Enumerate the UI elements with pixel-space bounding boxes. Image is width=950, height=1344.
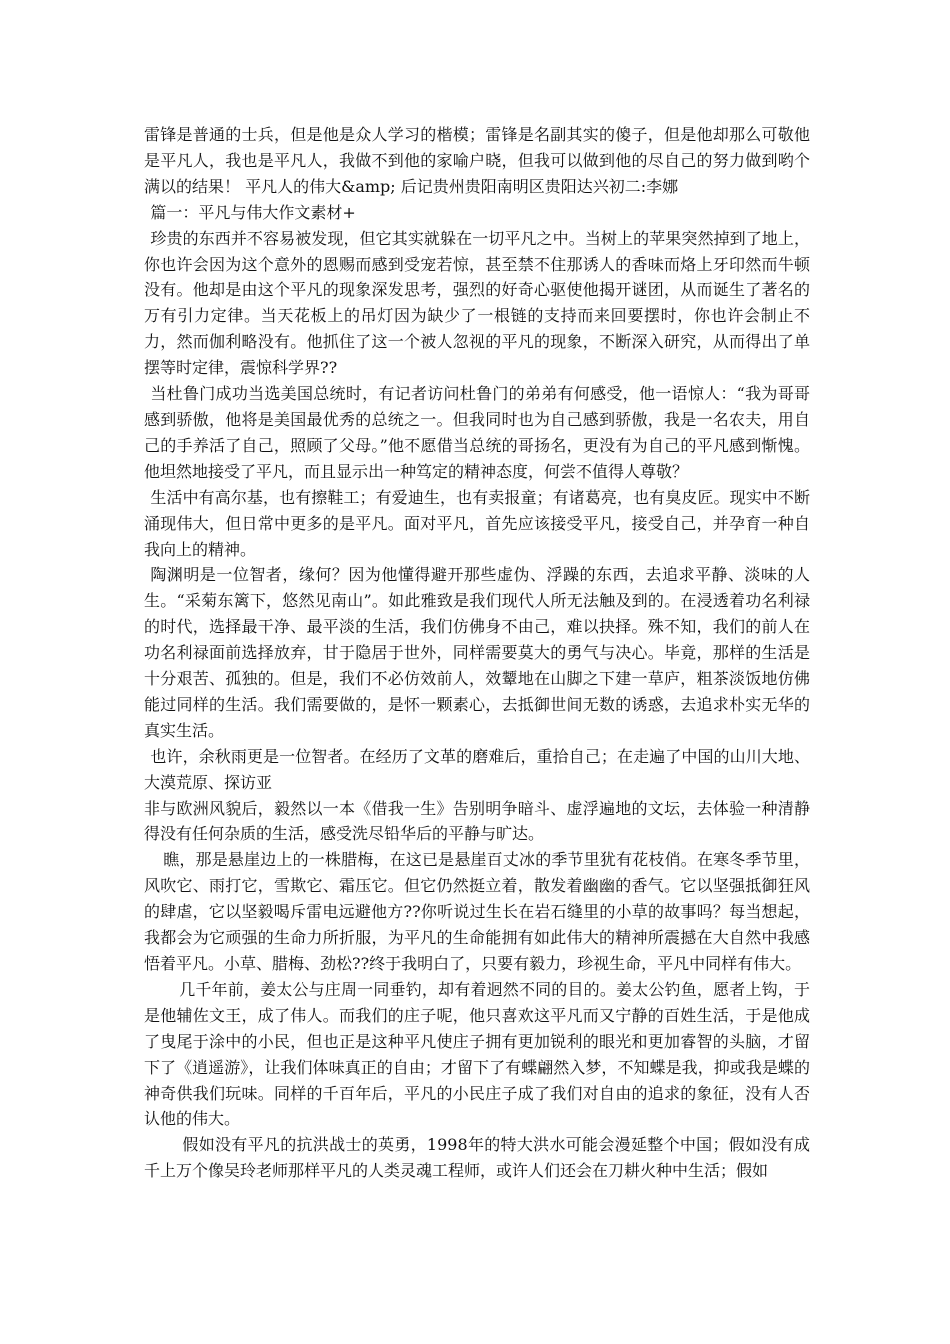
paragraph-truman: 当杜鲁门成功当选美国总统时，有记者访问杜鲁门的弟弟有何感受，他一语惊人：“我为哥哥感到骄傲，他将是美国最优秀的总统之一。但我同时也为自己感到骄傲，我是一名农夫，用自己的手养活了自己，照顾了父母。”他不愿借当总统的哥扬名，更没有为自己的平凡感到惭愧。他坦然地接受了平凡，而且显示出一种笃定的精神态度，何尝不值得人尊敬？	[144, 384, 810, 481]
section-heading: 篇一：平凡与伟大作文素材+	[150, 202, 356, 222]
paragraph-flood-fighters: 假如没有平凡的抗洪战士的英勇，1998年的特大洪水可能会漫延整个中国；假如没有成千上万个像吴玲老师那样平凡的人类灵魂工程师，或许人们还会在刀耕火种中生活；假如	[144, 1135, 810, 1181]
paragraph-yu-qiuyu-continued: 非与欧洲风貌后，毅然以一本《借我一生》告别明争暗斗、虚浮遍地的文坛，去体验一种清静得没有任何杂质的生活，感受洗尽铅华后的平静与旷达。	[144, 798, 810, 844]
paragraph-tao-yuanming: 陶渊明是一位智者，缘何？因为他懂得避开那些虚伪、浮躁的东西，去追求平静、淡味的人生。“采菊东篱下，悠然见南山”。如此雅致是我们现代人所无法触及到的。在浸透着功名利禄的时代，选择最干净、最平淡的生活，我们仿佛身不由己，难以抉择。殊不知，我们的前人在功名利禄面前选择放弃，甘于隐居于世外，同样需要莫大的勇气与决心。毕竟，那样的生活是十分艰苦、孤独的。但是，我们不必仿效前人，效颦地在山脚之下建一草庐，粗茶淡饭地仿佛能过同样的生活。我们需要做的，是怀一颗素心，去抵御世间无数的诱惑，去追求朴实无华的真实生活。	[144, 565, 810, 740]
paragraph-newton-galileo: 珍贵的东西并不容易被发现，但它其实就躲在一切平凡之中。当树上的苹果突然掉到了地上，你也许会因为这个意外的恩赐而感到受宠若惊，甚至禁不住那诱人的香味而烙上牙印然而牛顿没有。他却是由这个平凡的现象深发思考，强烈的好奇心驱使他揭开谜团，从而诞生了著名的万有引力定律。当天花板上的吊灯因为缺少了一根链的支持而来回要摆时，你也许会制止不力，然而伽利略没有。他抓住了这一个被人忽视的平凡的现象，不断深入研究，从而得出了单摆等时定律，震惊科学界??	[144, 228, 810, 378]
document-body	[144, 122, 810, 1184]
paragraph-zhuangzi: 几千年前，姜太公与庄周一同垂钓，却有着迥然不同的目的。姜太公钓鱼，愿者上钩，于是他辅佐文王，成了伟人。而我们的庄子呢，他只喜欢这平凡而又宁静的百姓生活，于是他成了曳尾于涂中的小民，但也正是这种平凡使庄子拥有更加锐利的眼光和更加睿智的头脑，才留下了《逍遥游》，让我们体味真正的自由；才留下了有蝶翩然入梦，不知蝶是我，抑或我是蝶的神奇供我们玩味。同样的千百年后，平凡的小民庄子成了我们对自由的追求的象征，没有人否认他的伟大。	[144, 979, 810, 1129]
paragraph-daily-life: 生活中有高尔基，也有擦鞋工；有爱迪生，也有卖报童；有诸葛亮，也有臭皮匠。现实中不断涌现伟大，但日常中更多的是平凡。面对平凡，首先应该接受平凡，接受自己，并孕育一种自我向上的精神。	[144, 487, 810, 559]
paragraph-lei-feng: 雷锋是普通的士兵，但是他是众人学习的楷模；雷锋是名副其实的傻子，但是他却那么可敬他是平凡人，我也是平凡人，我做不到他的家喻户晓，但我可以做到他的尽自己的努力做到哟个满以的结果！ 平凡人的伟大&amp; 后记贵州贵阳南明区贵阳达兴初二:李娜	[144, 125, 810, 196]
paragraph-yu-qiuyu: 也许，余秋雨更是一位智者。在经历了文革的磨难后，重拾自己；在走遍了中国的山川大地、大漠荒原、探访亚	[144, 746, 810, 792]
paragraph-plum-blossom: 瞧，那是悬崖边上的一株腊梅，在这已是悬崖百丈冰的季节里犹有花枝俏。在寒冬季节里，风吹它、雨打它，雪欺它、霜压它。但它仍然挺立着，散发着幽幽的香气。它以坚强抵御狂风的肆虐，它以坚毅喝斥雷电远避他方??你听说过生长在岩石缝里的小草的故事吗？每当想起，我都会为它顽强的生命力所折服，为平凡的生命能拥有如此伟大的精神所震撼在大自然中我感悟着平凡。小草、腊梅、劲松??终于我明白了，只要有毅力，珍视生命，平凡中同样有伟大。	[144, 850, 810, 973]
